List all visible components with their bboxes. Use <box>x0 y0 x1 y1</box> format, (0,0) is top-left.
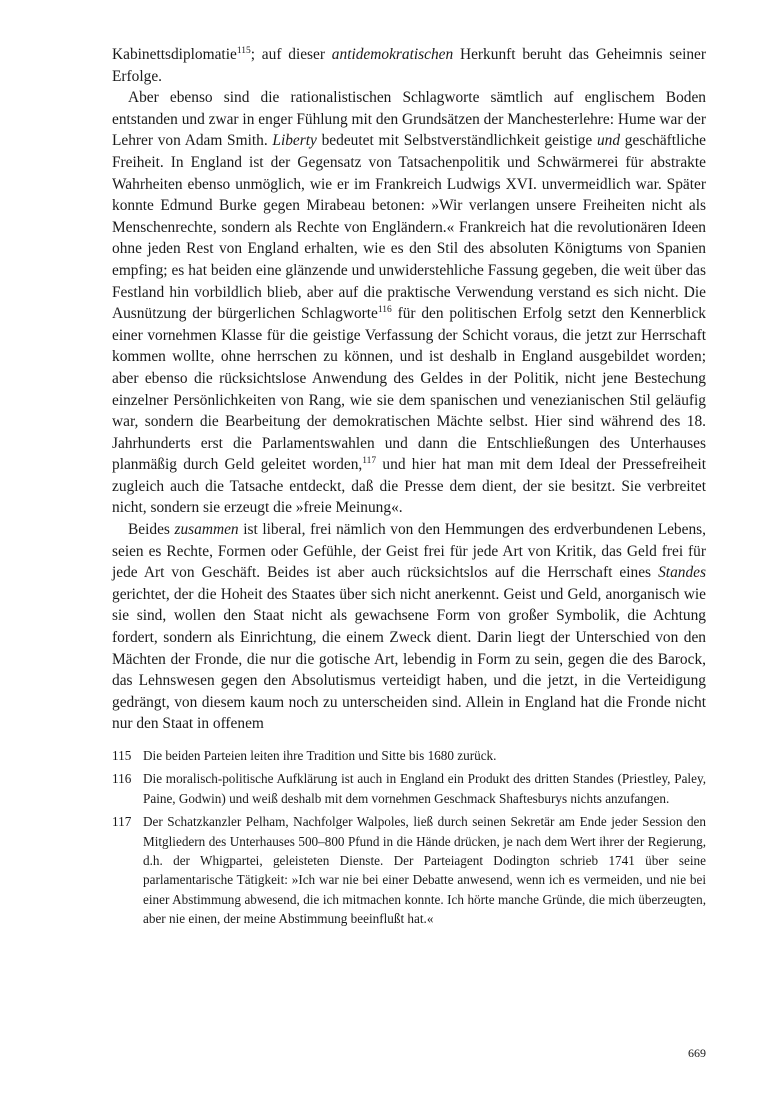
text-span: bedeutet mit Selbstverständlichkeit geistige <box>316 132 597 150</box>
footnote-number: 115 <box>112 748 132 763</box>
text-span: gerichtet, der die Hoheit des Staates über sich nicht anerkennt. Geist und Geld, anorganisch wie sie sind, wollen den Staat nicht als gewachsene Form von großer Symbolik, die Achtung fordert, sondern als Einrichtung, die einem Zweck dient. Darin liegt der Unterschied von den Mächten der Fronde, die nur die gotische Art, lebendig in Form zu sein, gegen die des Barock, das Lehnswesen gegen den Absolutismus verteidigt haben, und die jetzt, in die Verteidigung gedrängt, von diesem kaum noch zu unterscheiden sind. Allein in England hat die Fronde nicht nur den Staat in offenem <box>112 585 706 733</box>
emphasis: zusammen <box>174 521 239 539</box>
footnote-text: Die moralisch-politische Aufklärung ist auch in England ein Produkt des dritten Standes (Priestley, Paley, Paine, Godwin) und weiß deshalb mit dem vornehmen Geschmack Shaftesburys nichts anzufangen. <box>143 771 706 806</box>
footnote-number: 117 <box>112 814 132 830</box>
text-span: Herkunft beruht das Geheimnis seiner Erfolge. <box>112 46 707 85</box>
footnote-ref-116[interactable]: 116 <box>377 305 392 315</box>
page <box>112 44 706 933</box>
text-span: ist liberal, frei nämlich von den Hemmungen des erdverbundenen Lebens, seien es Rechte, Formen oder Gefühle, der Geist frei für jede Art von Kritik, das Geld frei für jede Art von Geschäft. Beides ist aber auch rücksichtslos auf die Herrschaft eines <box>112 521 706 582</box>
emphasis: und <box>596 132 621 150</box>
text-span: und hier hat man mit dem Ideal der Pressefreiheit zugleich auch die Tatsache entdeckt, daß die Presse dem dient, der sie besitzt. Sie verbreitet nicht, sondern sie erzeugt die »freie Meinung«. <box>112 456 706 517</box>
footnotes <box>112 746 706 929</box>
text-span: geschäftliche Freiheit. In England ist der Gegensatz von Tatsachenpolitik und Schwärmerei für abstrakte Wahrheiten ebenso unmöglich, wie er im Frankreich Ludwigs XVI. unvermeidlich war. Später konnte Edmund Burke gegen Mirabeau betonen: »Wir verlangen unsere Freiheiten nicht als Menschenrechte, sondern als Rechte von Engländern.« Frankreich hat die revolutionären Ideen ohne jeden Rest von England erhalten, wie es den Stil des absoluten Königtums von Spanien empfing; es hat beiden eine glänzende und unwiderstehliche Fassung gegeben, die weit über das Festland hin vorbildlich blieb, aber auf die praktische Verwendung verstand es sich nicht. Die Ausnützung der bürgerlichen Schlagworte <box>112 132 706 323</box>
footnote-text: Die beiden Parteien leiten ihre Tradition und Sitte bis 1680 zurück. <box>143 748 497 763</box>
emphasis: Standes <box>658 564 706 582</box>
paragraph-2 <box>112 87 706 519</box>
footnote-117 <box>112 812 706 928</box>
page-number: 669 <box>688 1046 706 1060</box>
paragraph-3 <box>112 519 706 735</box>
emphasis: Liberty <box>272 132 317 150</box>
text-span: Aber ebenso sind die rationalistischen Schlagworte sämtlich auf englischem Boden entstanden und zwar in enger Fühlung mit den Grundsätzen der Manchesterlehre: Hume war der Lehrer von Adam Smith. <box>112 89 706 150</box>
main-text <box>112 44 706 735</box>
text-span: für den politischen Erfolg setzt den Kennerblick einer vornehmen Klasse für die geistige Verfassung der Schicht voraus, die jetzt zur Herrschaft kommen wollte, ohne herrschen zu können, und ist deshalb in England ausgebildet worden; aber ebenso die rücksichtslose Anwendung des Geldes in der Politik, nicht jene Bestechung einzelner Persönlichkeiten von Rang, wie sie dem spanischen und venezianischen Stil geläufig war, sondern die Bearbeitung der demokratischen Mächte selbst. Hier sind während des 18. Jahrhunderts erst die Parlamentswahlen und dann die Entschließungen des Unterhauses planmäßig durch Geld geleitet worden, <box>112 305 706 474</box>
footnote-115 <box>112 746 706 765</box>
footnote-number: 116 <box>112 771 132 787</box>
footnote-116 <box>112 769 706 808</box>
text-span: ; auf dieser <box>250 46 332 63</box>
text-span: Beides <box>128 521 175 539</box>
emphasis: antidemokratischen <box>331 46 454 63</box>
footnote-ref-115[interactable]: 115 <box>236 45 251 56</box>
footnote-ref-117[interactable]: 117 <box>362 456 377 467</box>
paragraph-1 <box>112 44 706 87</box>
footnote-text: Der Schatzkanzler Pelham, Nachfolger Walpoles, ließ durch seinen Sekretär am Ende jeder Session den Mitgliedern des Unterhauses 500–800 Pfund in die Hände drücken, je nach dem Wert ihrer der Regierung, d.h. der Whigpartei, geleisteten Dienste. Der Parteiagent Dodington schrieb 1741 über seine parlamentarische Tätigkeit: »Ich war nie bei einer Debatte anwesend, wenn ich es vermeiden, und nie bei einer Abstimmung abwesend, die ich mitmachen konnte. Ich hörte manche Gründe, die mich überzeugten, aber nie einen, der meine Abstimmung beeinflußt hat.« <box>143 814 706 927</box>
text-span: Kabinettsdiplomatie <box>112 46 237 63</box>
